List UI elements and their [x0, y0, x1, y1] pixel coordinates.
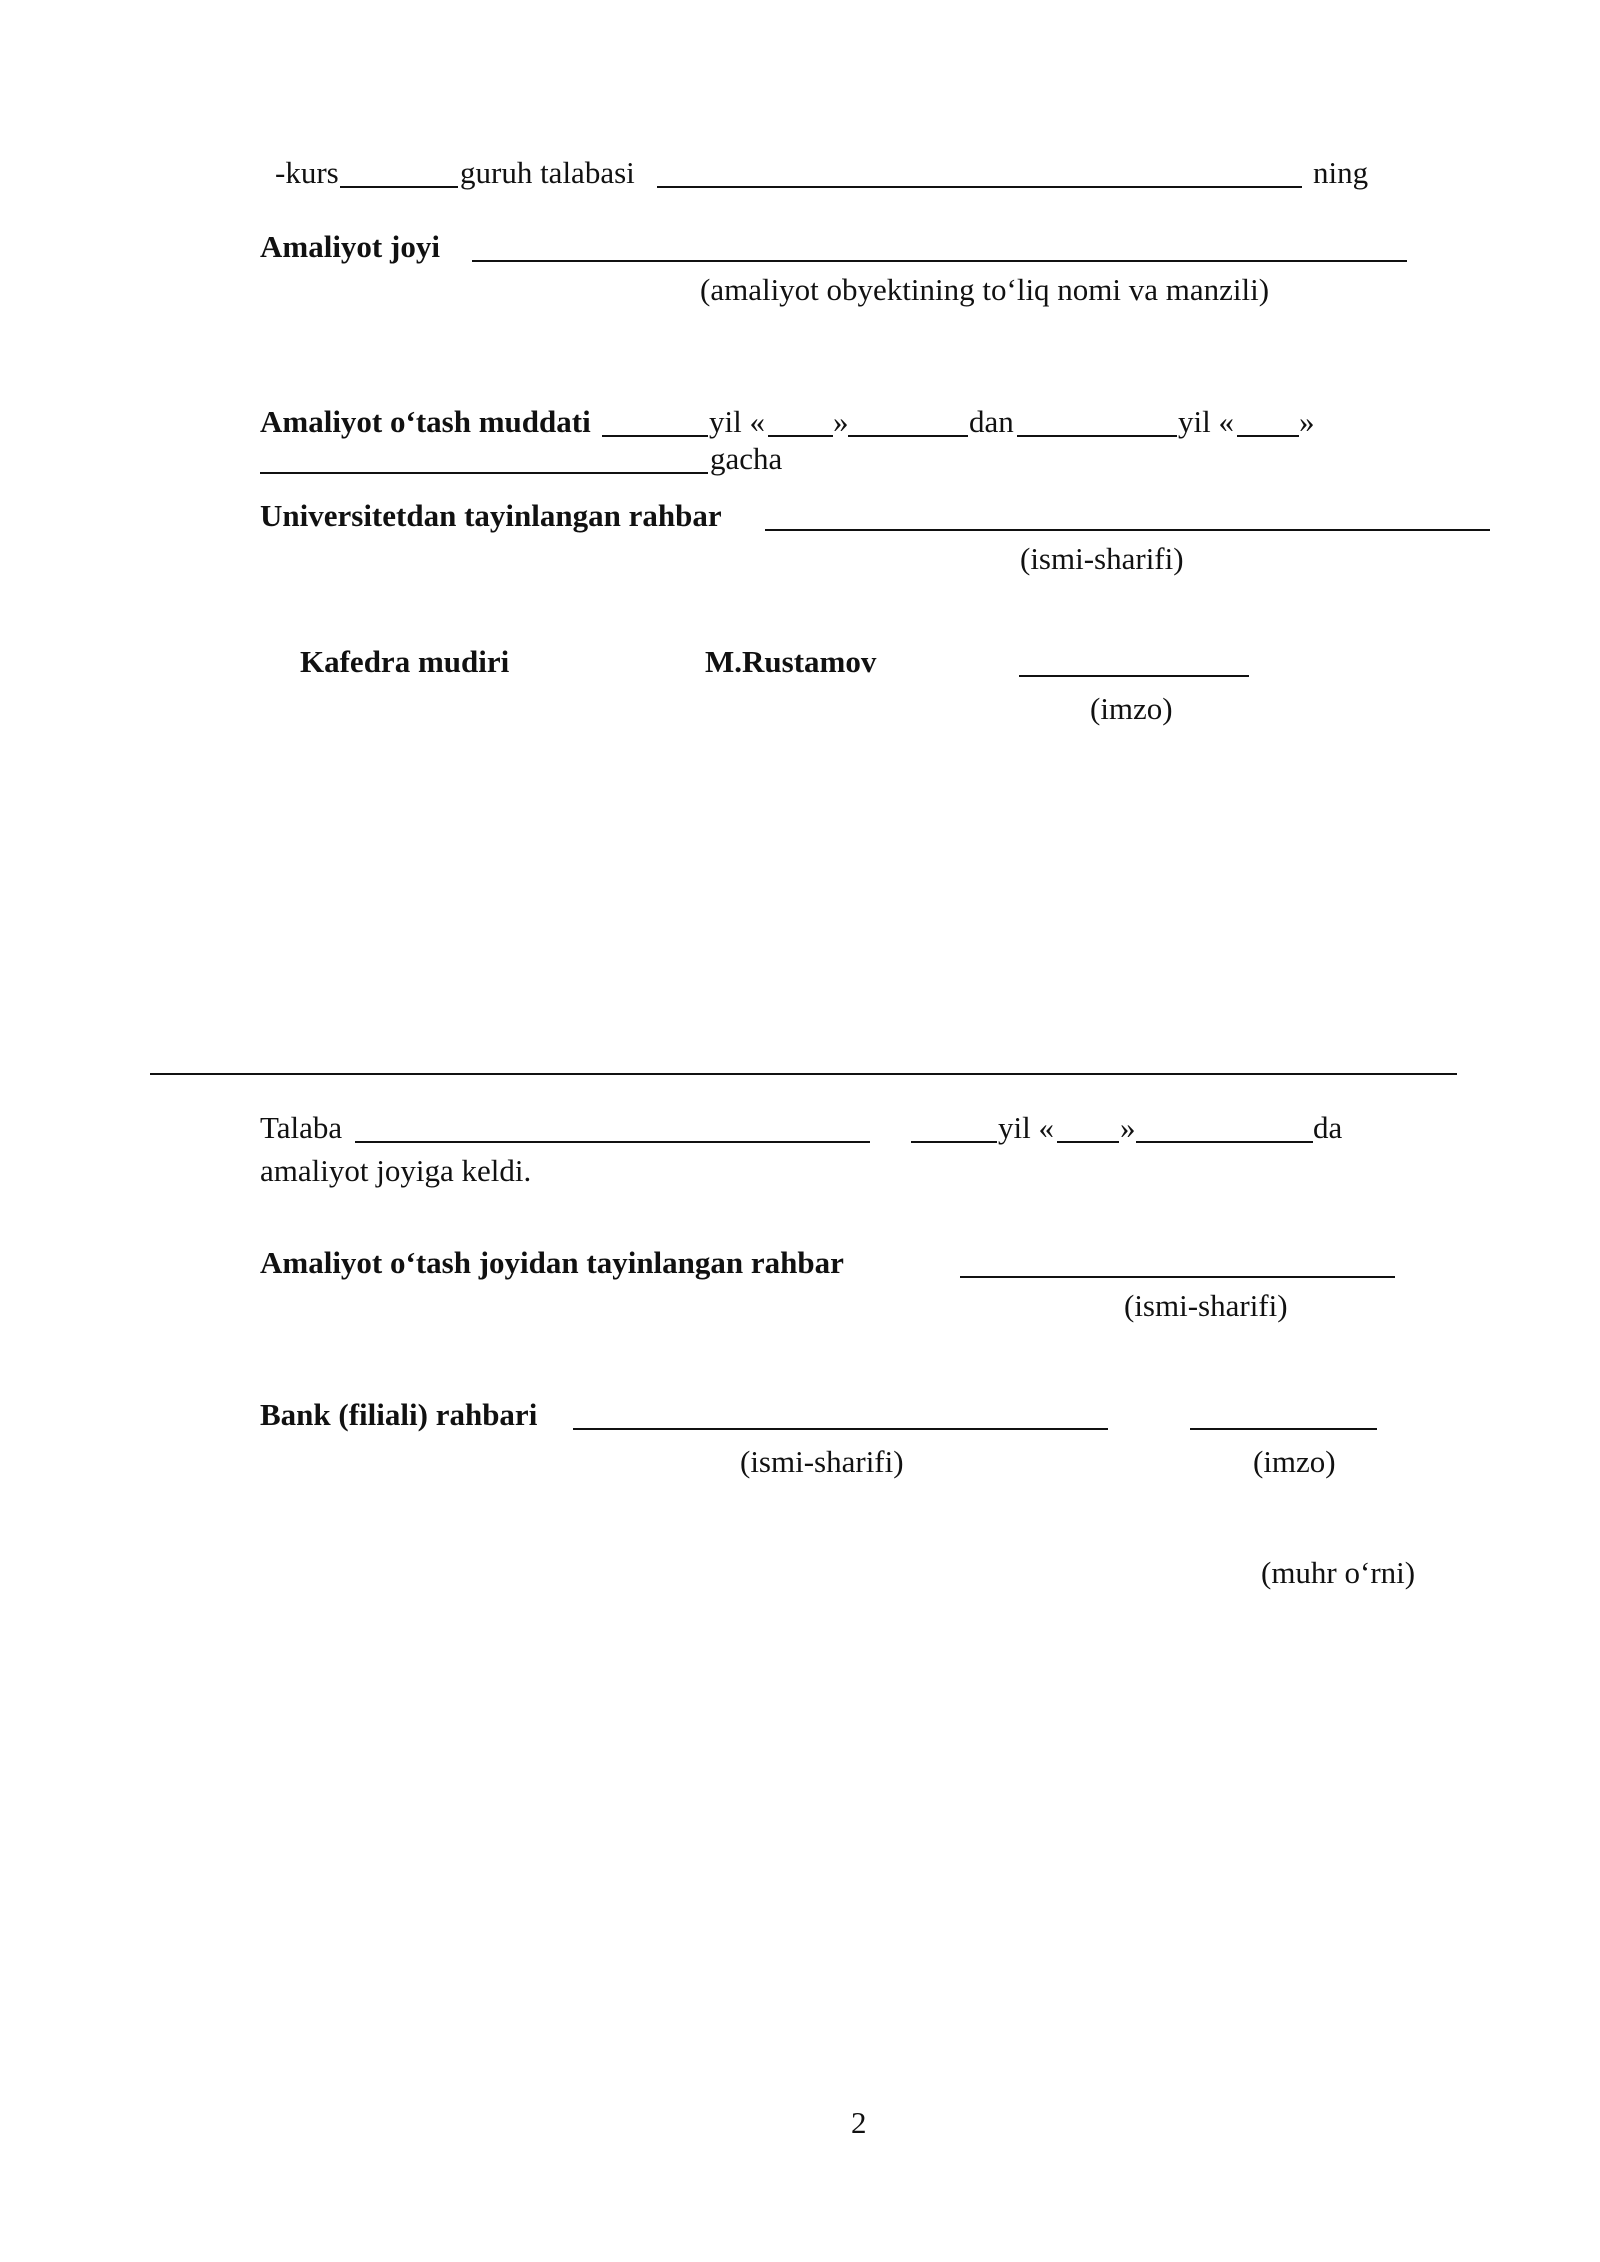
- guruh-label: guruh talabasi: [460, 155, 635, 190]
- period-year-start-blank[interactable]: [602, 435, 708, 437]
- kurs-blank[interactable]: [340, 186, 458, 188]
- period-year-end-blank[interactable]: [1017, 435, 1177, 437]
- kurs-label: -kurs: [275, 155, 339, 190]
- period-yil-2: yil «: [1178, 404, 1234, 439]
- place-blank[interactable]: [472, 260, 1407, 262]
- head-of-dept-hint: (imzo): [1090, 691, 1173, 726]
- head-of-dept-name: M.Rustamov: [705, 644, 877, 679]
- period-yil-1: yil «: [709, 404, 765, 439]
- seal-place-label: (muhr o‘rni): [1261, 1555, 1416, 1590]
- bank-head-name-blank[interactable]: [573, 1428, 1108, 1430]
- arrival-month-blank[interactable]: [1136, 1141, 1313, 1143]
- arrival-day-blank[interactable]: [1057, 1141, 1119, 1143]
- period-day-start-blank[interactable]: [768, 435, 833, 437]
- site-supervisor-blank[interactable]: [960, 1276, 1395, 1278]
- uni-supervisor-hint: (ismi-sharifi): [1020, 541, 1184, 576]
- arrival-student-blank[interactable]: [355, 1141, 870, 1143]
- uni-supervisor-blank[interactable]: [765, 529, 1490, 531]
- bank-head-sign-hint: (imzo): [1253, 1444, 1336, 1479]
- head-of-dept-signature-blank[interactable]: [1019, 675, 1249, 677]
- period-gacha: gacha: [710, 441, 783, 476]
- head-of-dept-label: Kafedra mudiri: [300, 644, 510, 679]
- site-supervisor-hint: (ismi-sharifi): [1124, 1288, 1288, 1323]
- arrival-yil: yil «: [998, 1110, 1054, 1145]
- student-name-blank[interactable]: [657, 186, 1302, 188]
- ning-label: ning: [1313, 155, 1369, 190]
- period-day-end-blank[interactable]: [1237, 435, 1299, 437]
- arrival-da: da: [1313, 1110, 1343, 1145]
- cut-line-separator: [150, 1073, 1457, 1075]
- bank-head-name-hint: (ismi-sharifi): [740, 1444, 904, 1479]
- uni-supervisor-label: Universitetdan tayinlangan rahbar: [260, 498, 722, 533]
- period-close-1: »: [833, 404, 849, 439]
- place-hint: (amaliyot obyektining to‘liq nomi va manzili): [700, 272, 1270, 307]
- period-close-2: »: [1299, 404, 1315, 439]
- bank-head-signature-blank[interactable]: [1190, 1428, 1377, 1430]
- period-month-end-blank[interactable]: [260, 472, 708, 474]
- period-dan: dan: [969, 404, 1014, 439]
- arrival-year-blank[interactable]: [911, 1141, 997, 1143]
- arrival-line-2: amaliyot joyiga keldi.: [260, 1153, 532, 1188]
- period-month-start-blank[interactable]: [848, 435, 968, 437]
- page-number: 2: [851, 2105, 867, 2140]
- period-label: Amaliyot o‘tash muddati: [260, 404, 591, 439]
- place-label: Amaliyot joyi: [260, 229, 440, 264]
- bank-head-label: Bank (filiali) rahbari: [260, 1397, 538, 1432]
- arrival-close: »: [1120, 1110, 1136, 1145]
- talaba-label: Talaba: [260, 1110, 343, 1145]
- site-supervisor-label: Amaliyot o‘tash joyidan tayinlangan rahbar: [260, 1245, 844, 1280]
